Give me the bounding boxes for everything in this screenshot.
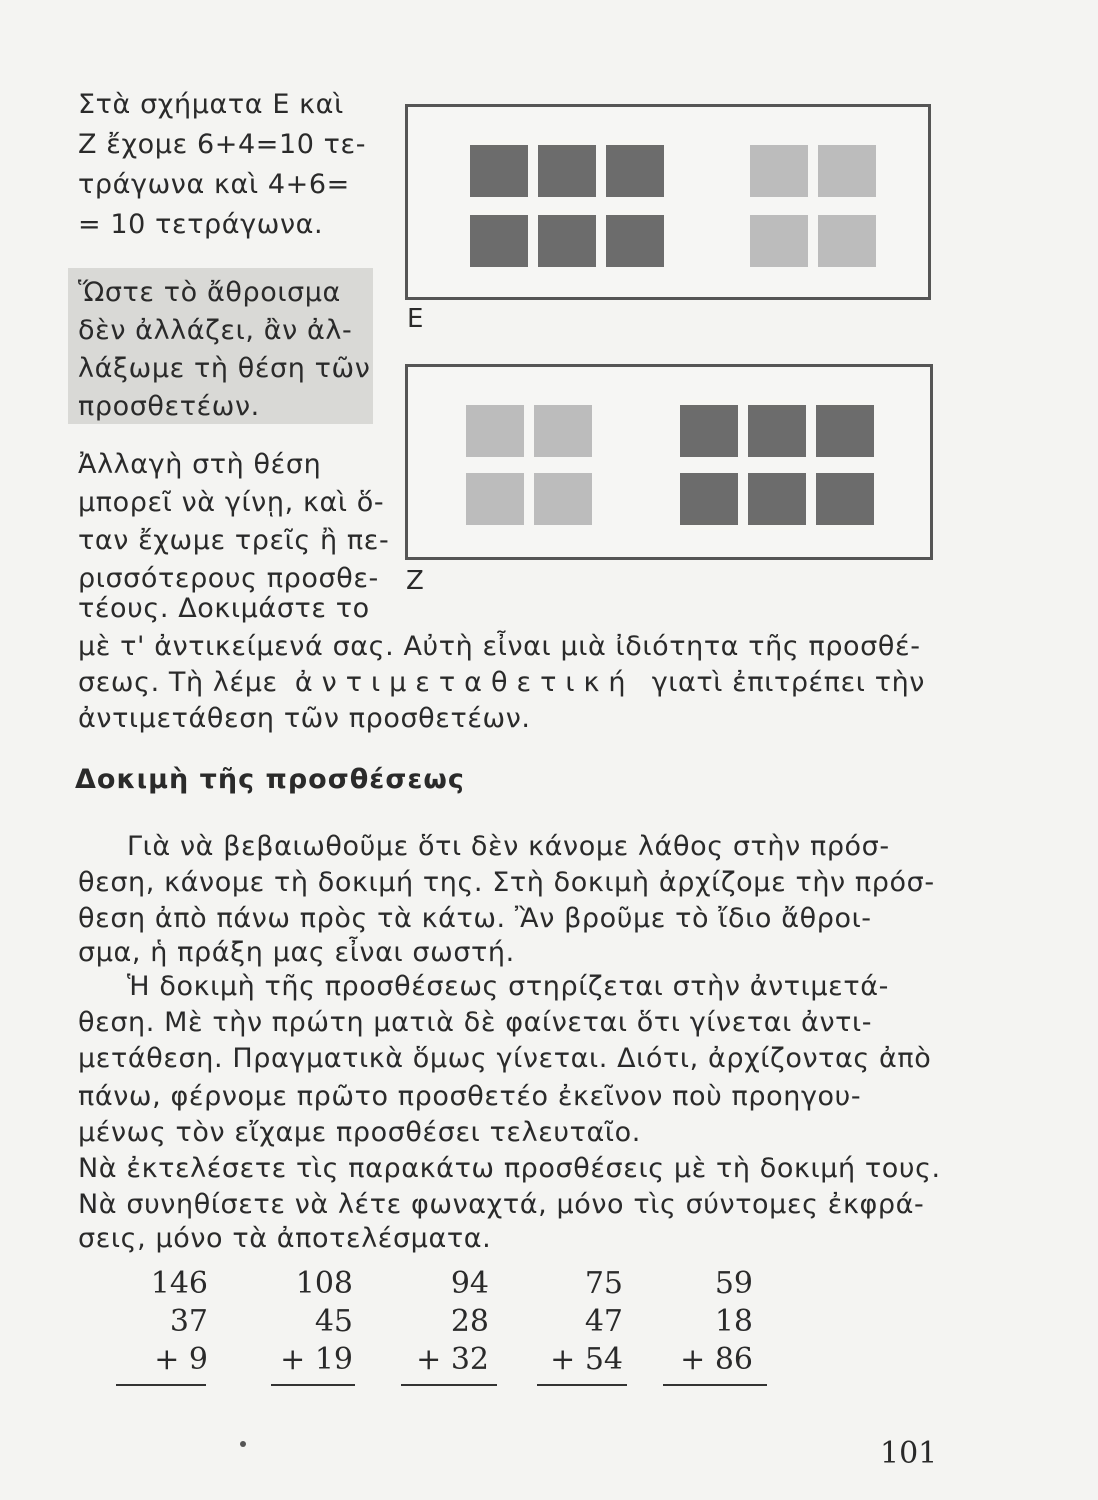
exercise-column [643, 1266, 753, 1396]
exercise-addend: 47 [584, 1304, 623, 1339]
section-heading: Δοκιμὴ τῆς προσθέσεως [75, 764, 465, 795]
commutative-term: ἀντιμεταθετική [294, 667, 635, 698]
figure-e-square [538, 145, 596, 197]
figure-z-square [534, 405, 592, 457]
exercise-addend: 146 [150, 1266, 208, 1301]
intro-line-1: Στὰ σχήματα Ε καὶ [78, 89, 344, 120]
figure-z-frame [405, 364, 933, 560]
exercise-column [98, 1266, 208, 1396]
exercise-addend: + 9 [154, 1342, 208, 1377]
figure-e-square [818, 215, 876, 267]
para2-line-4: πάνω, φέρνομε πρῶτο προσθετέο ἐκεῖνον ποὺ προηγου- [78, 1081, 862, 1112]
exercise-addend: + 54 [550, 1342, 623, 1377]
body-line-after: ἀντιμετάθεση τῶν προσθετέων. [78, 703, 531, 734]
commutative-line [78, 666, 925, 700]
note-line-1: Ὥστε τὸ ἄθροισμα [78, 277, 341, 308]
para1-line-1: Γιὰ νὰ βεβαιωθοῦμε ὅτι δὲν κάνομε λάθος στὴν πρόσ- [127, 831, 890, 862]
figure-e-square [470, 145, 528, 197]
intro-line-3: τράγωνα καὶ 4+6= [78, 169, 350, 200]
para3-line-3: σεις, μόνο τὰ ἀποτελέσματα. [78, 1223, 492, 1254]
para1-line-3: θεση ἀπὸ πάνω πρὸς τὰ κάτω. Ἂν βροῦμε τὸ ἴδιο ἄθροι- [78, 903, 872, 934]
exercise-addend: 37 [169, 1304, 208, 1339]
para1-line-2: θεση, κάνομε τὴ δοκιμή της. Στὴ δοκιμὴ ἀρχίζομε τὴν πρόσ- [78, 867, 935, 898]
exercise-sum-line [401, 1384, 497, 1386]
exercise-addend: 75 [584, 1266, 623, 1301]
exercise-column [379, 1266, 489, 1396]
para2-line-3: μετάθεση. Πραγματικὰ ὅμως γίνεται. Διότι, ἀρχίζοντας ἀπὸ [78, 1043, 932, 1074]
exercise-addend: + 19 [280, 1342, 353, 1377]
figure-z-square [680, 473, 738, 525]
exercise-sum-line [271, 1384, 355, 1386]
figure-z-square [466, 405, 524, 457]
commutative-post: γιατὶ ἐπιτρέπει τὴν [651, 667, 925, 698]
note-line-3: λάξωμε τὴ θέση τῶν [78, 353, 371, 384]
figure-e-square [750, 145, 808, 197]
exercise-column [243, 1266, 353, 1396]
note-line-2: δὲν ἀλλάζει, ἂν ἀλ- [78, 315, 353, 346]
note-line-4: προσθετέων. [78, 391, 260, 422]
figure-z-square [466, 473, 524, 525]
figure-e-square [606, 145, 664, 197]
col-line-5: τέους. Δοκιμάστε το [78, 593, 370, 624]
figure-z-square [748, 473, 806, 525]
para2-line-1: Ἡ δοκιμὴ τῆς προσθέσεως στηρίζεται στὴν ἀντιμετά- [127, 971, 889, 1002]
exercise-addend: 108 [295, 1266, 353, 1301]
exercise-sum-line [537, 1384, 627, 1386]
exercise-addend: 45 [314, 1304, 353, 1339]
figure-z-square [748, 405, 806, 457]
body-line: μὲ τ' ἀντικείμενά σας. Αὐτὴ εἶναι μιὰ ἰδιότητα τῆς προσθέ- [78, 631, 921, 662]
exercise-addend: 59 [714, 1266, 753, 1301]
figure-z-square [816, 405, 874, 457]
para2-line-2: θεση. Μὲ τὴν πρώτη ματιὰ δὲ φαίνεται ὅτι γίνεται ἀντι- [78, 1007, 873, 1038]
page-number: 101 [880, 1436, 938, 1471]
ink-dot [240, 1441, 246, 1447]
exercise-addend: 94 [450, 1266, 489, 1301]
exercise-sum-line [116, 1384, 206, 1386]
exercise-addend: 18 [714, 1304, 753, 1339]
figure-z-label: Ζ [406, 566, 424, 596]
exercise-addend: + 32 [416, 1342, 489, 1377]
figure-e-frame [405, 104, 931, 300]
figure-z-square [816, 473, 874, 525]
col-line-1: Ἀλλαγὴ στὴ θέση [78, 449, 322, 480]
figure-e-square [470, 215, 528, 267]
exercise-addend: 28 [450, 1304, 489, 1339]
figure-e-square [606, 215, 664, 267]
exercise-addend: + 86 [680, 1342, 753, 1377]
exercise-column [513, 1266, 623, 1396]
intro-line-2: Ζ ἔχομε 6+4=10 τε- [78, 129, 367, 160]
para2-line-5: μένως τὸν εἴχαμε προσθέσει τελευταῖο. [78, 1117, 641, 1148]
exercise-sum-line [663, 1384, 767, 1386]
figure-e-square [538, 215, 596, 267]
figure-e-label: Ε [407, 304, 424, 334]
col-line-4: ρισσότερους προσθε- [78, 563, 379, 594]
figure-e-square [750, 215, 808, 267]
intro-line-4: = 10 τετράγωνα. [78, 209, 324, 240]
figure-z-square [680, 405, 738, 457]
figure-e-square [818, 145, 876, 197]
col-line-2: μπορεῖ νὰ γίνῃ, καὶ ὅ- [78, 487, 385, 518]
col-line-3: ταν ἔχωμε τρεῖς ἢ πε- [78, 525, 390, 556]
para1-line-4: σμα, ἡ πράξη μας εἶναι σωστή. [78, 937, 515, 968]
para3-line-1: Νὰ ἐκτελέσετε τὶς παρακάτω προσθέσεις μὲ τὴ δοκιμή τους. [78, 1153, 941, 1184]
figure-z-square [534, 473, 592, 525]
para3-line-2: Νὰ συνηθίσετε νὰ λέτε φωναχτά, μόνο τὶς σύντομες ἐκφρά- [78, 1189, 925, 1220]
commutative-pre: σεως. Τὴ λέμε [78, 667, 278, 698]
